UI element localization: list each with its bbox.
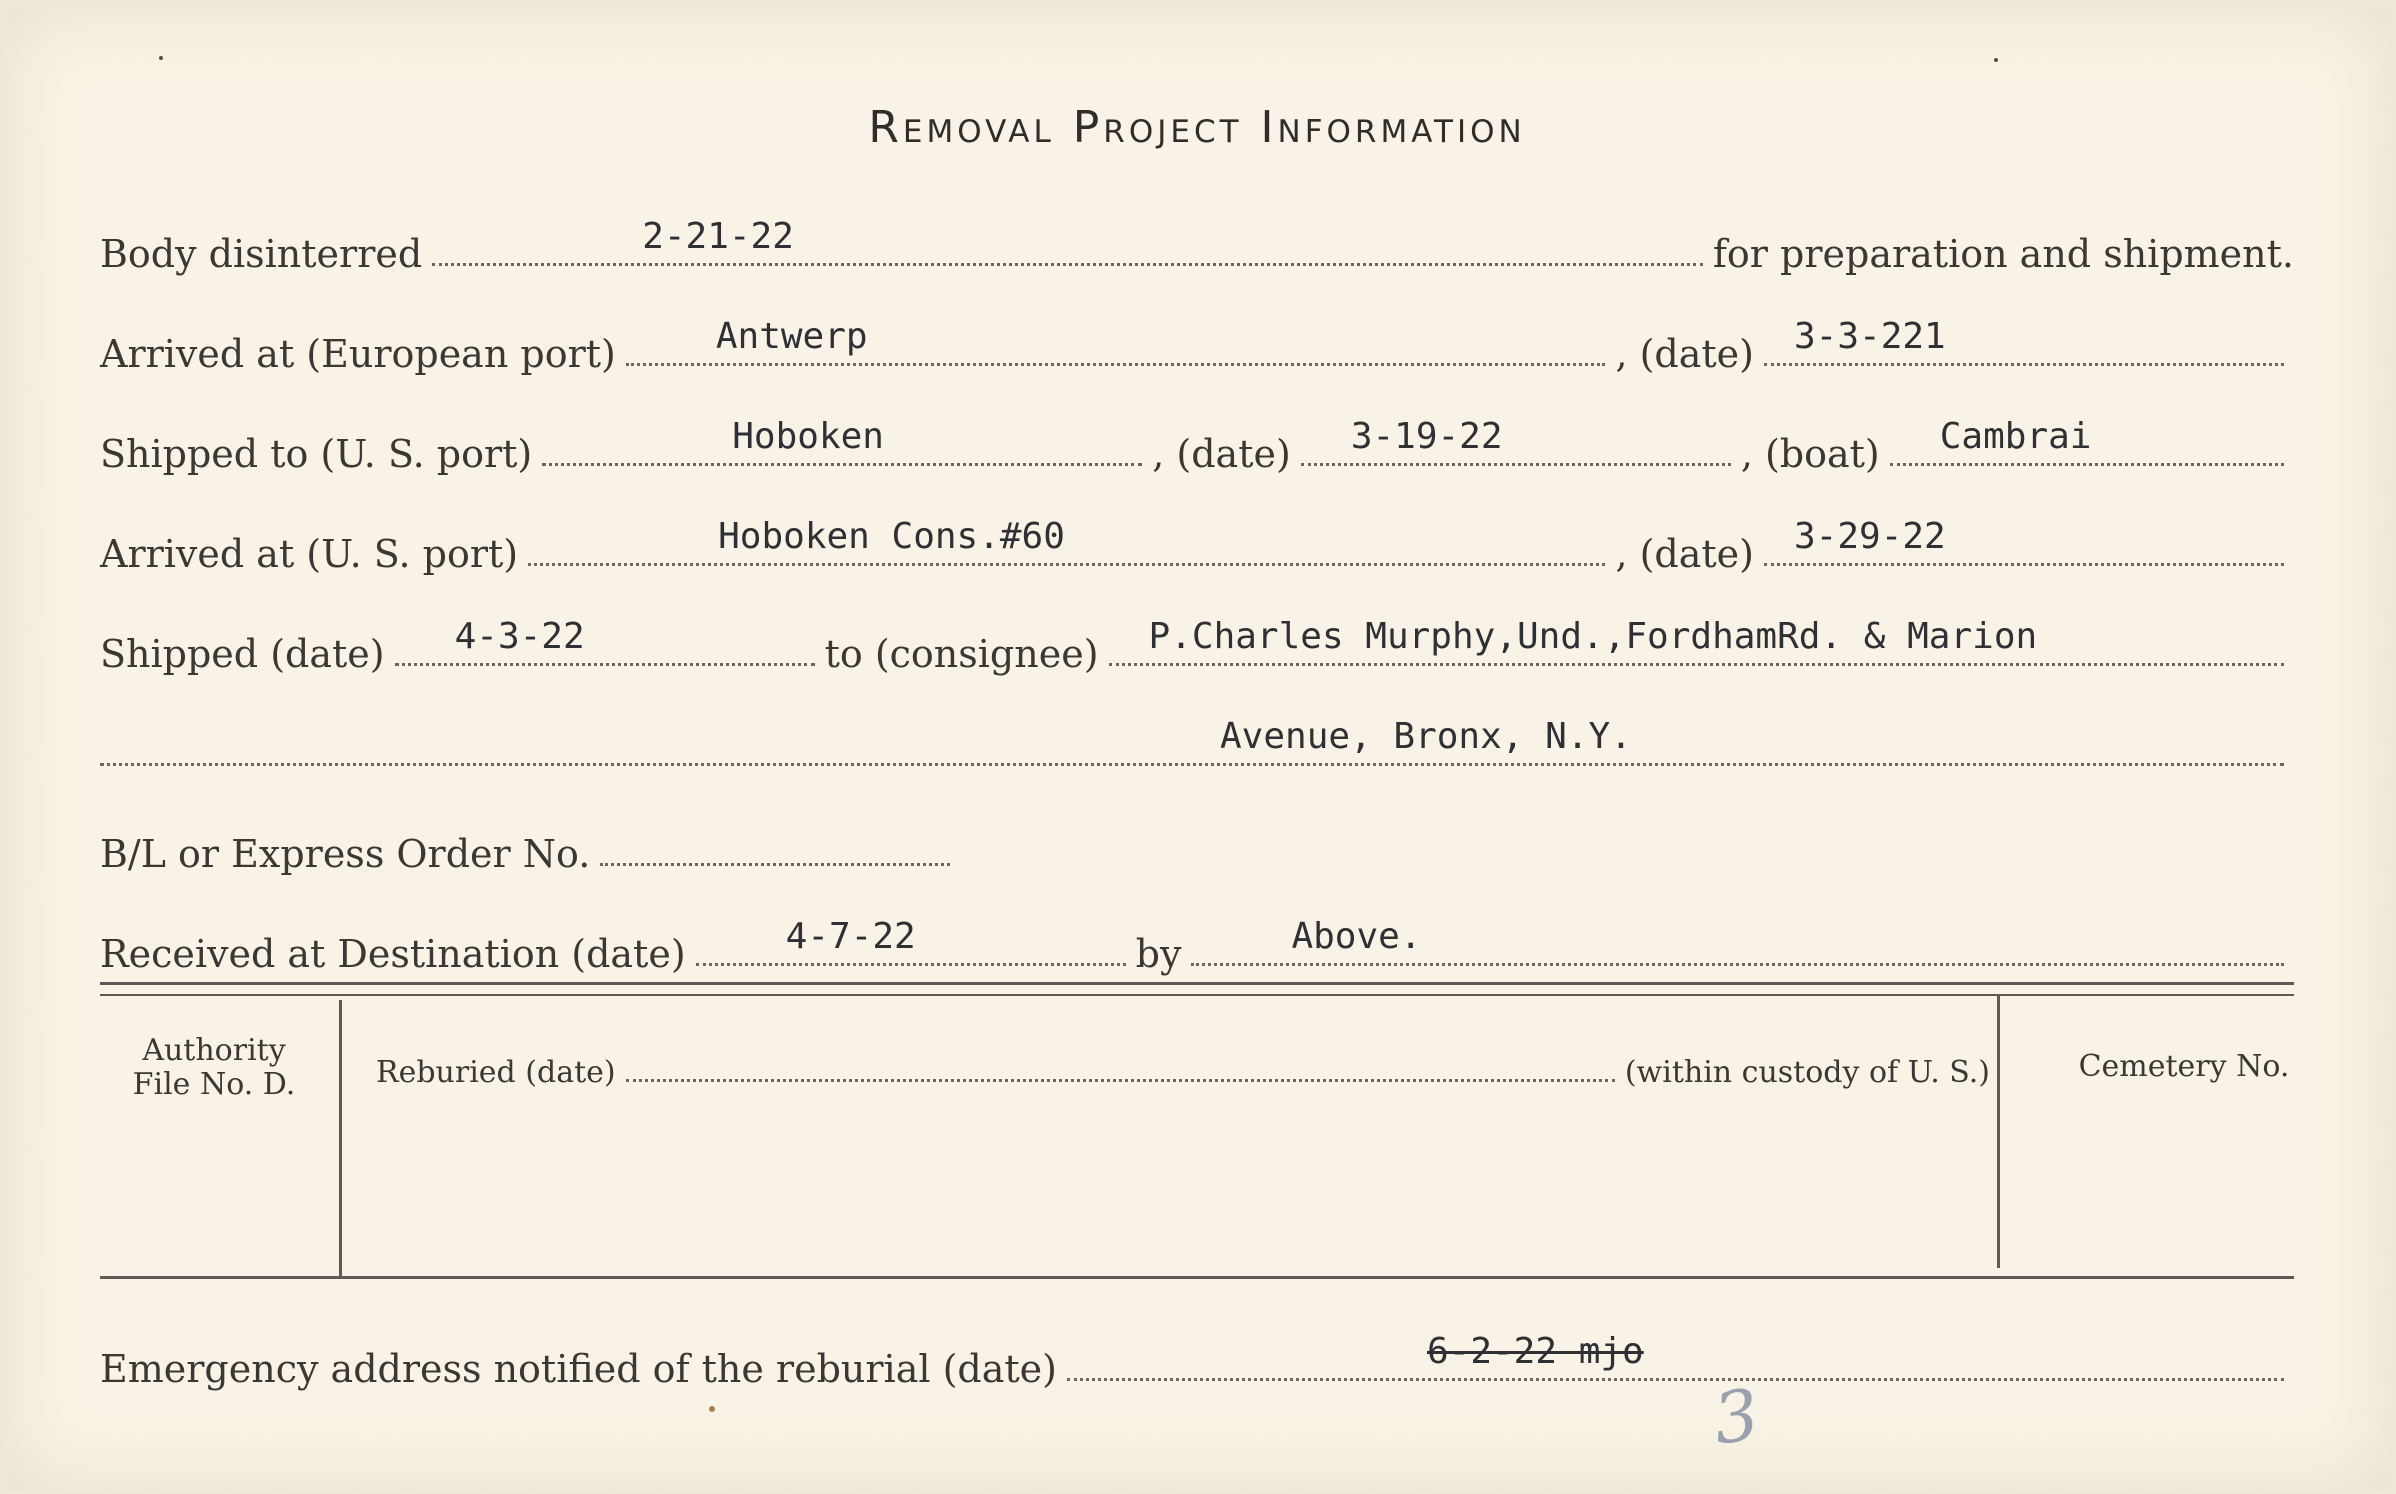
authority-label: Authority	[142, 1033, 286, 1068]
custody-label: (within custody of U. S.)	[1624, 1055, 1990, 1090]
emergency-date: 6-2-22 mjo	[1426, 1331, 1644, 1372]
reburied-line	[626, 1079, 1615, 1082]
consignee-continuation-row	[100, 716, 2294, 776]
shipped-us-date-line	[1301, 416, 1731, 466]
arrived-european-line	[626, 316, 1606, 366]
shipped-us-boat-line	[1890, 416, 2284, 466]
arrived-us-label: Arrived at (U. S. port)	[100, 532, 519, 576]
consignee-line	[1109, 616, 2284, 666]
body-disinterred-value: 2-21-22	[642, 216, 794, 257]
received-by: Above.	[1291, 916, 1422, 957]
arrived-european-port: Antwerp	[715, 316, 868, 357]
received-by-label: by	[1135, 932, 1182, 976]
cemetery-label: Cemetery No.	[2078, 1049, 2290, 1084]
table-divider-left	[339, 1000, 342, 1278]
shipped-date-line	[395, 616, 815, 666]
shipped-us-date: 3-19-22	[1350, 416, 1503, 457]
shipped-us-line	[542, 416, 1142, 466]
arrived-us-date-line	[1764, 516, 2284, 566]
paper-speck	[1994, 58, 1998, 62]
arrived-us-date-label: , (date)	[1615, 532, 1754, 576]
received-date-line	[696, 916, 1126, 966]
shipped-us-row	[100, 416, 2294, 476]
file-no-label: File No. D.	[132, 1067, 296, 1102]
reburied-row	[376, 1046, 1990, 1090]
bl-line	[600, 863, 950, 866]
arrived-european-label: Arrived at (European port)	[100, 332, 616, 376]
received-row	[100, 916, 2294, 976]
shipped-us-boat-label: , (boat)	[1740, 432, 1880, 476]
body-disinterred-line	[432, 216, 1703, 266]
bl-row	[100, 816, 2294, 876]
body-disinterred-suffix: for preparation and shipment.	[1712, 232, 2294, 276]
bl-label: B/L or Express Order No.	[100, 832, 591, 876]
shipped-date-label: Shipped (date)	[100, 632, 385, 676]
consignee-line2: Avenue, Bronx, N.Y.	[1220, 716, 1632, 757]
shipped-row	[100, 616, 2294, 676]
arrived-us-row	[100, 516, 2294, 576]
page-title: Removal Project Information	[868, 102, 1526, 153]
table-bottom-rule	[100, 1276, 2294, 1279]
table-divider-right	[1997, 994, 2000, 1268]
shipped-us-boat: Cambrai	[1939, 416, 2092, 457]
shipped-us-label: Shipped to (U. S. port)	[100, 432, 533, 476]
consignee-continuation-line	[100, 716, 2284, 766]
arrived-european-row	[100, 316, 2294, 376]
emergency-row	[100, 1331, 2294, 1391]
emergency-line	[1067, 1331, 2284, 1381]
paper-speck	[709, 1406, 715, 1412]
received-date: 4-7-22	[785, 916, 916, 957]
reburied-label: Reburied (date)	[376, 1055, 616, 1090]
shipped-us-date-label: , (date)	[1152, 432, 1291, 476]
consignee-label: to (consignee)	[824, 632, 1099, 676]
arrived-us-line	[528, 516, 1605, 566]
consignee-line1: P.Charles Murphy,Und.,FordhamRd. & Marion	[1148, 616, 2038, 657]
handwritten-mark: 3	[1708, 1373, 1765, 1461]
paper-speck	[159, 56, 163, 60]
arrived-us-port: Hoboken Cons.#60	[718, 516, 1065, 557]
arrived-european-date: 3-3-221	[1794, 316, 1946, 357]
arrived-european-date-line	[1764, 316, 2284, 366]
record-card	[4, 6, 2390, 1490]
shipped-date: 4-3-22	[454, 616, 585, 657]
received-by-line	[1191, 916, 2284, 966]
body-disinterred-row	[100, 216, 2294, 276]
arrived-european-date-label: , (date)	[1615, 332, 1754, 376]
shipped-us-port: Hoboken	[732, 416, 884, 457]
table-top-rule	[100, 982, 2294, 985]
body-disinterred-label: Body disinterred	[100, 232, 423, 276]
arrived-us-date: 3-29-22	[1794, 516, 1946, 557]
table-top-rule-inner	[100, 994, 2294, 996]
authority-cell	[104, 1034, 324, 1102]
received-label: Received at Destination (date)	[100, 932, 686, 976]
emergency-label: Emergency address notified of the reburial (date)	[100, 1347, 1057, 1391]
